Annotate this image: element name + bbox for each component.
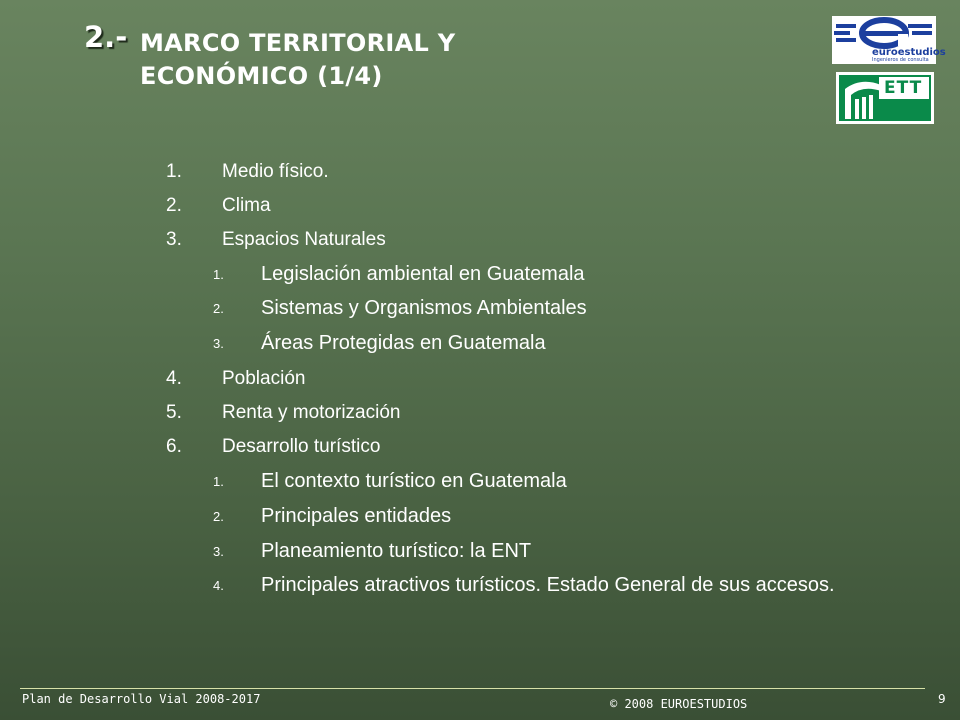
page-number: 9 — [938, 692, 946, 706]
footer-divider — [20, 688, 925, 689]
outline-item-label: Espacios Naturales — [222, 229, 386, 250]
euroestudios-tagline: Ingenieros de consulta — [872, 57, 929, 63]
euroestudios-name: euroestudios — [872, 47, 946, 58]
slide-title-line1: MARCO TERRITORIAL Y — [140, 29, 456, 57]
outline-subitem-label: Planeamiento turístico: la ENT — [261, 540, 532, 562]
outline-subitem-number: 1. — [213, 474, 224, 489]
outline-subitem-number: 4. — [213, 578, 224, 593]
outline-subitem-label: Sistemas y Organismos Ambientales — [261, 297, 587, 319]
outline-item-number: 1. — [166, 161, 182, 182]
outline-item-number: 2. — [166, 195, 182, 216]
outline-subitem-label: Legislación ambiental en Guatemala — [261, 263, 585, 285]
footer-copyright: © 2008 EUROESTUDIOS — [610, 697, 748, 711]
outline-subitem-number: 1. — [213, 267, 224, 282]
outline-subitem-number: 2. — [213, 301, 224, 316]
outline-subitem-number: 2. — [213, 509, 224, 524]
outline-item-number: 6. — [166, 436, 182, 457]
outline-item-label: Desarrollo turístico — [222, 436, 381, 457]
outline-item-label: Renta y motorización — [222, 402, 401, 423]
slide-title-line2: ECONÓMICO (1/4) — [140, 62, 383, 90]
euroestudios-logo — [832, 16, 946, 64]
outline-subitem-label: Áreas Protegidas en Guatemala — [261, 332, 546, 354]
outline-subitem-label: Principales entidades — [261, 505, 452, 527]
outline-item-label: Población — [222, 368, 306, 389]
outline-item-number: 5. — [166, 402, 182, 423]
outline-item-number: 3. — [166, 229, 182, 250]
outline-subitem-label: Principales atractivos turísticos. Estado General de sus accesos. — [261, 574, 835, 596]
outline-item-label: Medio físico. — [222, 161, 329, 182]
slide-title — [140, 27, 540, 93]
section-number: 2.- — [84, 20, 128, 54]
outline-subitem-label: El contexto turístico en Guatemala — [261, 470, 567, 492]
ett-logo — [836, 72, 934, 124]
ett-name: ETT — [884, 78, 923, 98]
outline-item-label: Clima — [222, 195, 271, 216]
outline-subitem-number: 3. — [213, 336, 224, 351]
outline-item-number: 4. — [166, 368, 182, 389]
footer-project-name: Plan de Desarrollo Vial 2008-2017 — [22, 692, 261, 706]
outline-subitem-number: 3. — [213, 544, 224, 559]
